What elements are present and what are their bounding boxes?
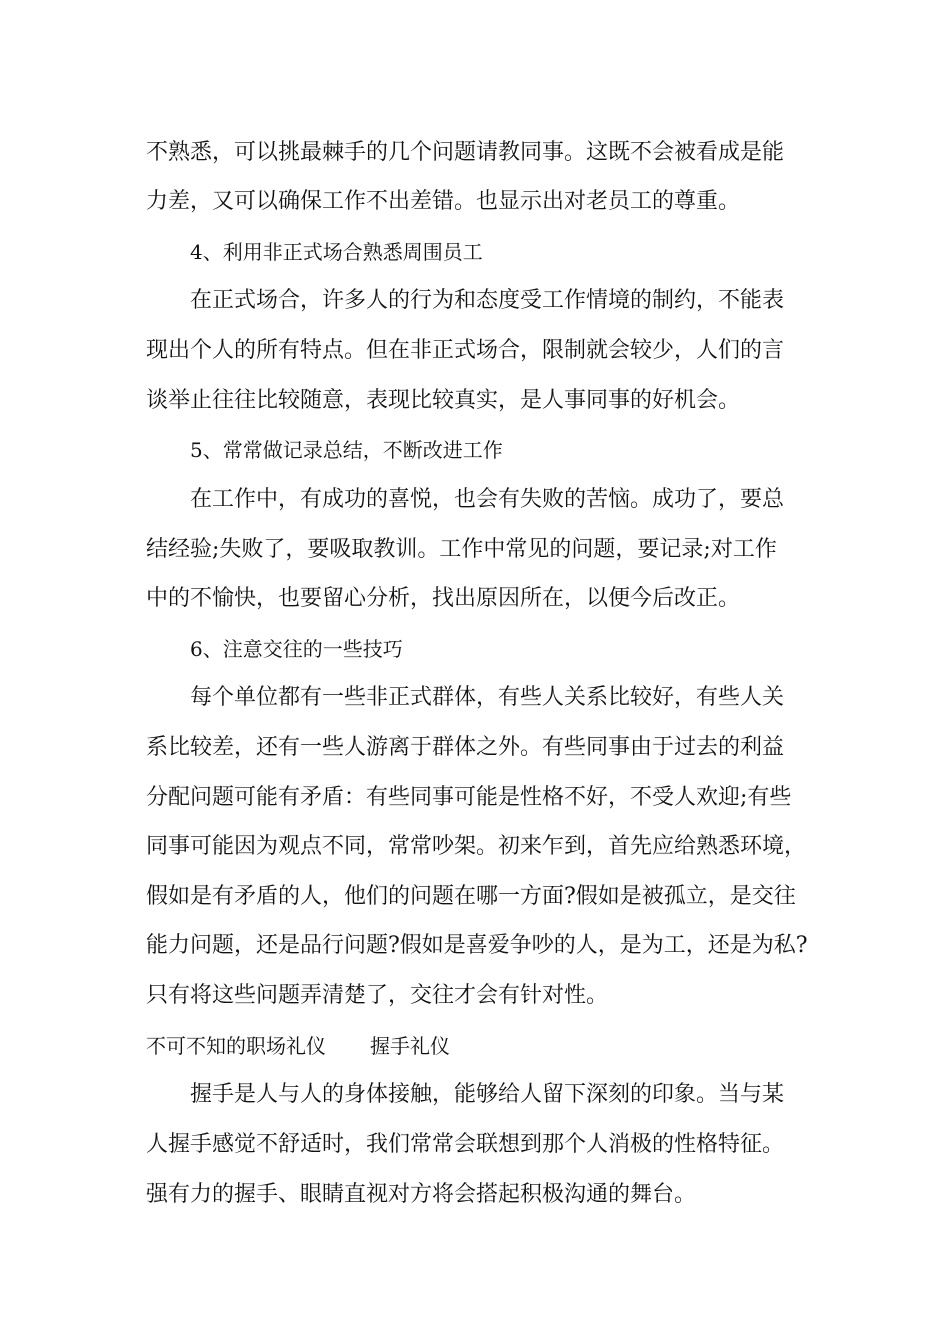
text-line: 现出个人的所有特点。但在非正式场合，限制就会较少，人们的言: [146, 338, 785, 363]
section-subtitle: 握手礼仪: [370, 1034, 450, 1058]
text-line: 握手是人与人的身体接触，能够给人留下深刻的印象。当与某: [190, 1082, 785, 1107]
text-line: 人握手感觉不舒适时，我们常常会联想到那个人消极的性格特征。: [146, 1132, 785, 1157]
text-line: 谈举止往往比较随意，表现比较真实，是人事同事的好机会。: [146, 388, 741, 413]
text-line: 同事可能因为观点不同，常常吵架。初来乍到，首先应给熟悉环境，: [146, 834, 807, 859]
text-line: 分配问题可能有矛盾：有些同事可能是性格不好，不受人欢迎;有些: [146, 785, 792, 810]
text-line: 力差，又可以确保工作不出差错。也显示出对老员工的尊重。: [146, 189, 741, 214]
text-line: 每个单位都有一些非正式群体，有些人关系比较好，有些人关: [190, 685, 785, 710]
section-title-line: [0, 1031, 950, 1061]
text-line: 能力问题，还是品行问题?假如是喜爱争吵的人，是为工，还是为私?: [146, 933, 808, 958]
text-line: 强有力的握手、眼睛直视对方将会搭起积极沟通的舞台。: [146, 1182, 697, 1207]
text-line: 假如是有矛盾的人，他们的问题在哪一方面?假如是被孤立，是交往: [146, 884, 796, 909]
section-heading: 6、注意交往的一些技巧: [190, 637, 403, 661]
text-line: 结经验;失败了，要吸取教训。工作中常见的问题，要记录;对工作: [146, 537, 777, 562]
text-line: 中的不愉快，也要留心分析，找出原因所在，以便今后改正。: [146, 586, 741, 611]
text-line: 系比较差，还有一些人游离于群体之外。有些同事由于过去的利益: [146, 735, 785, 760]
section-heading: 5、常常做记录总结，不断改进工作: [190, 438, 503, 462]
text-line: 只有将这些问题弄清楚了，交往才会有针对性。: [146, 983, 609, 1008]
text-line: 在工作中，有成功的喜悦，也会有失败的苦恼。成功了，要总: [190, 487, 785, 512]
text-line: 不熟悉，可以挑最棘手的几个问题请教同事。这既不会被看成是能: [146, 140, 785, 165]
section-heading: 4、利用非正式场合熟悉周围员工: [190, 240, 483, 264]
text-line: 在正式场合，许多人的行为和态度受工作情境的制约，不能表: [190, 288, 785, 313]
section-title: 不可不知的职场礼仪: [146, 1034, 326, 1058]
